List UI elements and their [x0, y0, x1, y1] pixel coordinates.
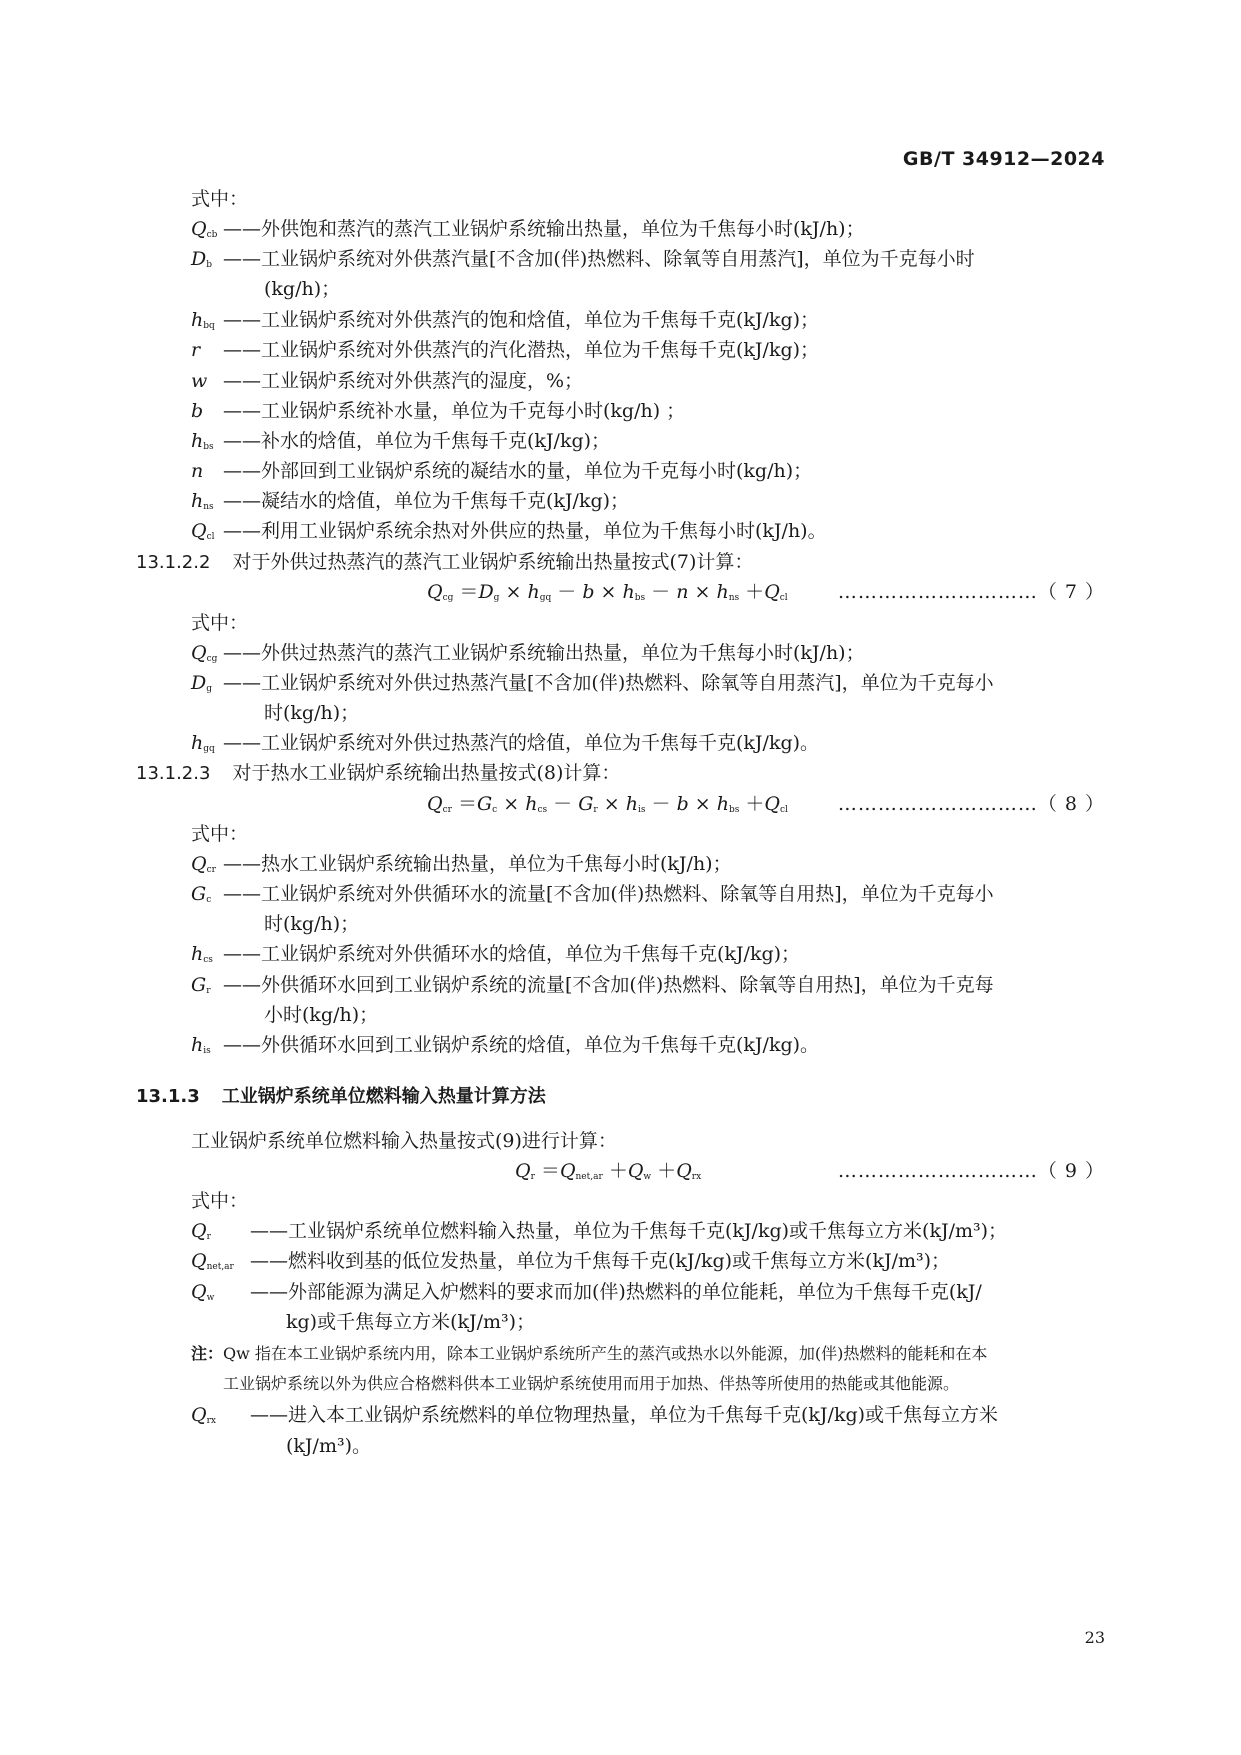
- var-desc: ——工业锅炉系统对外供过热蒸汽量[不含加(伴)热燃料、除氧等自用蒸汽]，单位为千克每小: [223, 672, 994, 694]
- var-desc: ——工业锅炉系统单位燃料输入热量，单位为千焦每千克(kJ/kg)或千焦每立方米(kJ/m³)；: [250, 1220, 1008, 1242]
- where-label: 式中：: [191, 823, 249, 845]
- where-label: 式中：: [191, 188, 249, 210]
- var-desc: ——补水的焓值，单位为千焦每千克(kJ/kg)；: [223, 430, 611, 452]
- var-symbol: $h_{ns}$: [191, 490, 214, 512]
- note-line-1: 注：Qw 指在本工业锅炉系统内用，除本工业锅炉系统所产生的蒸汽或热水以外能源，加(伴)热燃料的能耗和在本: [191, 1344, 988, 1363]
- var-desc: ——外供循环水回到工业锅炉系统的流量[不含加(伴)热燃料、除氧等自用热]，单位为千克每: [223, 974, 994, 996]
- var-symbol: $G_c$: [191, 883, 212, 905]
- paragraph: 工业锅炉系统单位燃料输入热量按式(9)进行计算：: [191, 1130, 617, 1152]
- var-desc: ——利用工业锅炉系统余热对外供应的热量，单位为千焦每小时(kJ/h)。: [223, 520, 827, 542]
- var-desc: ——工业锅炉系统补水量，单位为千克每小时(kg/h) ；: [223, 400, 686, 422]
- section-heading-13-1-3: 13.1.3 工业锅炉系统单位燃料输入热量计算方法: [136, 1086, 546, 1107]
- clause-13-1-2-2: 13.1.2.2 对于外供过热蒸汽的蒸汽工业锅炉系统输出热量按式(7)计算：: [136, 551, 754, 573]
- var-symbol: r: [191, 339, 201, 361]
- var-desc: ——工业锅炉系统对外供蒸汽的饱和焓值，单位为千焦每千克(kJ/kg)；: [223, 309, 820, 331]
- equation-number-7: …………………………（ 7 ）: [837, 581, 1105, 603]
- var-symbol: $Q_r$: [191, 1220, 211, 1242]
- where-label: 式中：: [191, 1190, 249, 1212]
- equation-8: $Q_{cr} =G_c \times h_{cs} - G_r \times h_{is} - b \times h_{bs} +Q_{cl}$: [427, 793, 788, 815]
- equation-number-8: …………………………（ 8 ）: [837, 793, 1105, 815]
- equation-number-9: …………………………（ 9 ）: [837, 1160, 1105, 1182]
- equation-7: $Q_{cg} =D_g \times h_{gq} - b \times h_{bs} - n \times h_{ns} +Q_{cl}$: [427, 581, 788, 603]
- var-desc: ——热水工业锅炉系统输出热量，单位为千焦每小时(kJ/h)；: [223, 853, 732, 875]
- var-symbol: w: [191, 370, 208, 392]
- var-desc: ——工业锅炉系统对外供循环水的流量[不含加(伴)热燃料、除氧等自用热]，单位为千克每小: [223, 883, 994, 905]
- var-symbol: $Q_w$: [191, 1281, 215, 1303]
- standard-number: GB/T 34912—2024: [902, 148, 1105, 170]
- var-desc: ——凝结水的焓值，单位为千焦每千克(kJ/kg)；: [223, 490, 630, 512]
- page-number: 23: [1084, 1628, 1105, 1647]
- var-desc: ——工业锅炉系统对外供循环水的焓值，单位为千焦每千克(kJ/kg)；: [223, 943, 801, 965]
- var-symbol: $h_{bq}$: [191, 309, 215, 331]
- clause-13-1-2-3: 13.1.2.3 对于热水工业锅炉系统输出热量按式(8)计算：: [136, 762, 621, 784]
- var-desc: ——进入本工业锅炉系统燃料的单位物理热量，单位为千焦每千克(kJ/kg)或千焦每立方米: [250, 1404, 999, 1426]
- var-desc-cont: (kg/h)；: [264, 278, 341, 300]
- equation-9: $Q_r =Q_{net,ar} +Q_w +Q_{rx}$: [515, 1160, 702, 1182]
- var-symbol: $Q_{rx}$: [191, 1404, 216, 1426]
- var-symbol: $Q_{cl}$: [191, 520, 215, 542]
- var-desc: ——工业锅炉系统对外供蒸汽的汽化潜热，单位为千焦每千克(kJ/kg)；: [223, 339, 820, 361]
- var-symbol: $h_{bs}$: [191, 430, 214, 452]
- var-desc: ——外供循环水回到工业锅炉系统的焓值，单位为千焦每千克(kJ/kg)。: [223, 1034, 820, 1056]
- var-desc-cont: 小时(kg/h)；: [264, 1004, 379, 1026]
- var-symbol: $h_{is}$: [191, 1034, 211, 1056]
- var-desc-cont: (kJ/m³)。: [286, 1435, 371, 1457]
- var-desc: ——工业锅炉系统对外供蒸汽量[不含加(伴)热燃料、除氧等自用蒸汽]，单位为千克每小时: [223, 248, 975, 270]
- var-desc-cont: 时(kg/h)；: [264, 913, 360, 935]
- var-symbol: $h_{cs}$: [191, 943, 213, 965]
- where-label: 式中：: [191, 612, 249, 634]
- var-desc: ——外供过热蒸汽的蒸汽工业锅炉系统输出热量，单位为千焦每小时(kJ/h)；: [223, 642, 865, 664]
- note-line-2: 工业锅炉系统以外为供应合格燃料供本工业锅炉系统使用而用于加热、伴热等所使用的热能或其他能源。: [223, 1374, 960, 1393]
- var-symbol: b: [191, 400, 204, 422]
- var-desc-cont: kg)或千焦每立方米(kJ/m³)；: [286, 1311, 536, 1333]
- var-symbol: $Q_{cr}$: [191, 853, 216, 875]
- var-desc: ——外部回到工业锅炉系统的凝结水的量，单位为千克每小时(kg/h)；: [223, 460, 813, 482]
- var-symbol: $Q_{net,ar}$: [191, 1250, 234, 1272]
- var-desc: ——燃料收到基的低位发热量，单位为千焦每千克(kJ/kg)或千焦每立方米(kJ/m³)；: [250, 1250, 951, 1272]
- var-desc: ——工业锅炉系统对外供过热蒸汽的焓值，单位为千焦每千克(kJ/kg)。: [223, 732, 820, 754]
- var-symbol: n: [191, 460, 204, 482]
- var-desc: ——工业锅炉系统对外供蒸汽的湿度，%；: [223, 370, 584, 392]
- var-symbol: $D_g$: [191, 672, 212, 694]
- var-symbol: $h_{gq}$: [191, 732, 215, 754]
- var-symbol: $Q_{cg}$: [191, 642, 218, 664]
- var-desc: ——外供饱和蒸汽的蒸汽工业锅炉系统输出热量，单位为千焦每小时(kJ/h)；: [223, 218, 865, 240]
- var-symbol: $G_r$: [191, 974, 211, 996]
- var-desc-cont: 时(kg/h)；: [264, 702, 360, 724]
- var-symbol: $D_b$: [191, 248, 212, 270]
- var-symbol: $Q_{cb}$: [191, 218, 218, 240]
- var-desc: ——外部能源为满足入炉燃料的要求而加(伴)热燃料的单位能耗，单位为千焦每千克(kJ/: [250, 1281, 982, 1303]
